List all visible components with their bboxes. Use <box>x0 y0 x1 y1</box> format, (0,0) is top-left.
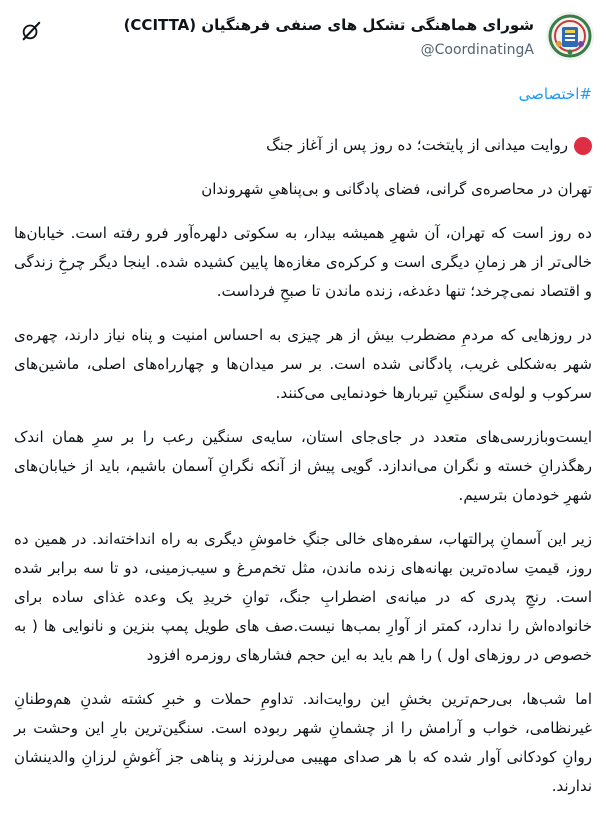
tweet-body <box>14 80 592 801</box>
paragraph: اما شب‌ها، بی‌رحم‌ترین بخشِ این روایت‌اند. تداومِ حملات و خبرِ کشته شدنِ هم‌وطنانِ غیرنظامی، خواب و آرامش را از چشمانِ شهر ربوده است. سنگین‌ترین بارِ این وحشت بر روانِ کودکانی آوار شده که با هر صدای مهیبی می‌لرزند و پناهی جز آغوشِ لرزانِ والدینشان ندارند. <box>14 690 592 795</box>
tweet-header <box>0 8 606 64</box>
paragraph: زیر این آسمانِ پرالتهاب، سفره‌های خالی جنگِ خاموشِ دیگری به راه انداخته‌اند. در همین ده روز، قیمتِ ساده‌ترین بهانه‌های زنده ماندن، مثل تخم‌مرغ و سیب‌زمینی، دو تا سه برابر شده است. رنجِ پدری که در میانه‌ی اضطرابِ جنگ، توانِ خریدِ یک وعده غذای ساده برای خانواده‌اش را ندارد، کمتر از آوارِ بمب‌ها نیست.صف های طویل پمپ بنزین و نانوایی ها ( به خصوص در روزهای اول ) را هم باید به این حجم فشارهای روزمره افزود <box>14 530 592 664</box>
organization-logo-icon <box>546 12 594 60</box>
post-title-text: روایت میدانی از پایتخت؛ ده روز پس از آغاز جنگ <box>266 136 568 154</box>
grok-icon <box>20 20 42 42</box>
paragraph: ایست‌وبازرسی‌های متعدد در جای‌جای استان، سایه‌ی سنگین رعب را بر سرِ همان اندک رهگذرانِ خسته و نگران می‌اندازد. گویی پیش از آنکه نگرانِ آسمان باشیم، باید از خیابان‌های شهرِ خودمان بترسیم. <box>14 428 592 504</box>
paragraph: در روزهایی که مردمِ مضطرب بیش از هر چیزی به احساس امنیت و پناه نیاز دارند، چهره‌ی شهر به‌شکلی غریب، پادگانی شده است. بر سر میدان‌ها و چهارراه‌های اصلی، ماشین‌های سرکوب و لوله‌ی سنگینِ تیربارها خودنمایی می‌کنند. <box>14 326 592 402</box>
user-handle[interactable]: @CoordinatingA <box>420 42 534 58</box>
post-title <box>14 131 592 160</box>
paragraph: ده روز است که تهران، آن شهرِ همیشه بیدار، به سکوتی دلهره‌آور فرو رفته است. خیابان‌ها خالی‌تر از هر زمانِ دیگری است و کرکره‌ی مغازه‌ها پایین کشیده شده. اینجا دیگر چرخِ زندگی و اقتصاد نمی‌چرخد؛ تنها دغدغه، زنده ماندن تا صبحِ فرداست. <box>14 224 592 300</box>
post-subtitle: تهران در محاصره‌ی گرانی، فضای پادگانی و بی‌پناهیِ شهروندان <box>201 180 592 198</box>
display-name[interactable]: شورای هماهنگی تشکل های صنفی فرهنگیان (CCITTA) <box>123 16 534 34</box>
avatar[interactable] <box>546 12 594 60</box>
red-circle-icon <box>574 137 592 155</box>
hashtag-link[interactable]: #اختصاصی <box>518 85 592 103</box>
grok-button[interactable] <box>18 18 44 44</box>
